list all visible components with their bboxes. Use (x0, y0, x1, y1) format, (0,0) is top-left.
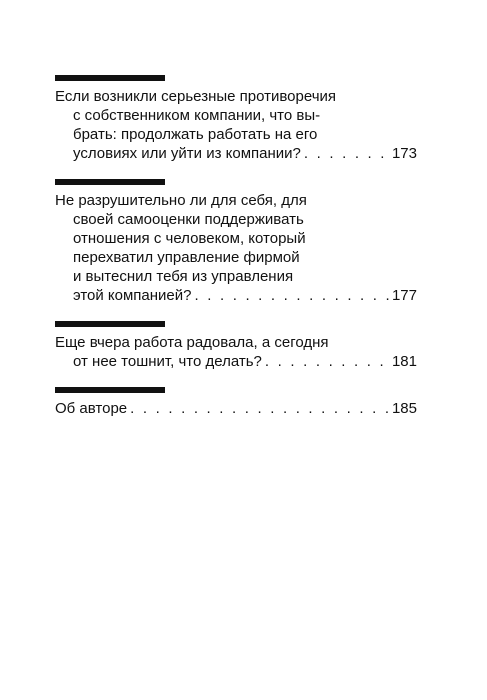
page-number: 181 (391, 353, 417, 370)
section-divider-bar (55, 75, 165, 81)
toc-entry-last-line (55, 144, 417, 163)
dot-leader (301, 144, 392, 163)
toc-entry-last-line (55, 352, 417, 371)
toc-entry-title-line: с собственником компании, что вы- (73, 107, 321, 124)
page-number: 185 (391, 400, 417, 417)
table-of-contents (55, 75, 417, 434)
section-divider-bar (55, 321, 165, 327)
page-number: 173 (391, 145, 417, 162)
dot-leader (262, 352, 392, 371)
toc-entry-title-line: Не разрушительно ли для себя, для (55, 192, 307, 209)
toc-entry-title-line: этой компанией? (73, 287, 192, 304)
toc-entry[interactable] (55, 321, 417, 371)
toc-entry-title-line: Об авторе (55, 400, 128, 417)
dot-leader (127, 399, 392, 418)
toc-entry-title-line: от нее тошнит, что делать? (73, 353, 262, 370)
section-divider-bar (55, 387, 165, 393)
toc-entry-title-line: своей самооценки поддерживать (73, 211, 304, 228)
toc-entry[interactable] (55, 179, 417, 305)
toc-entry-title-line: отношения с человеком, который (73, 230, 306, 247)
section-divider-bar (55, 179, 165, 185)
toc-entry-last-line (55, 399, 417, 418)
toc-entry-last-line (55, 286, 417, 305)
toc-entry-title-line: Если возникли серьезные противоречия (55, 88, 337, 105)
toc-entry[interactable] (55, 75, 417, 163)
dot-leader (192, 286, 392, 305)
page-number: 177 (391, 287, 417, 304)
toc-entry-title-line: брать: продолжать работать на его (73, 126, 318, 143)
toc-entry-title-line: Еще вчера работа радовала, а сегодня (55, 334, 329, 351)
toc-entry[interactable] (55, 387, 417, 418)
toc-entry-title-line: условиях или уйти из компании? (73, 145, 301, 162)
toc-entry-title-line: и вытеснил тебя из управления (73, 268, 294, 285)
toc-entry-title-line: перехватил управление фирмой (73, 249, 300, 266)
